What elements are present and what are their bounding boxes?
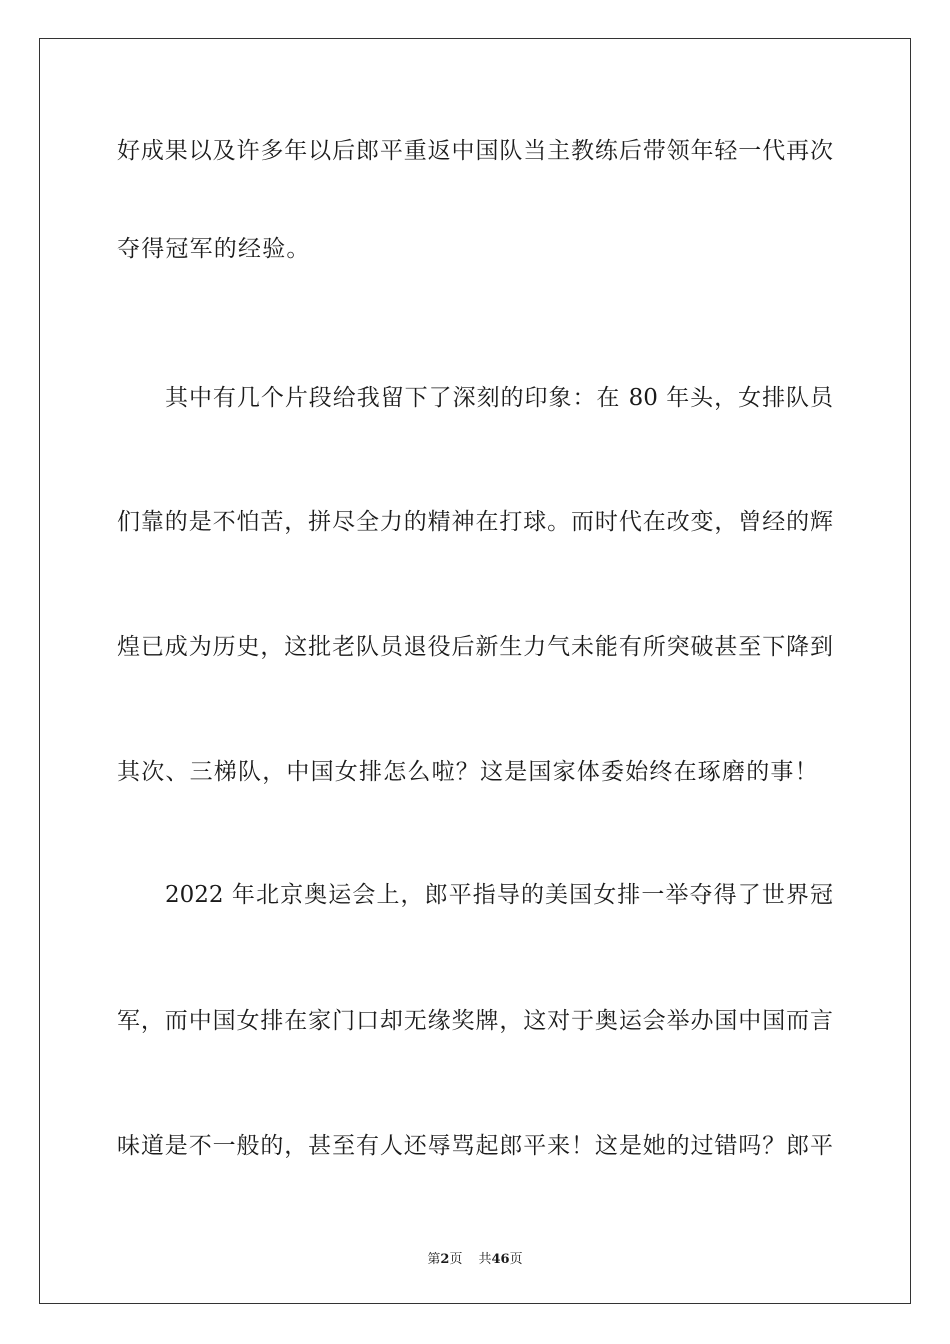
text-line: 们靠的是不怕苦，拼尽全力的精神在打球。而时代在改变，曾经的辉 (117, 509, 833, 535)
text-line: 其次、三梯队，中国女排怎么啦？这是国家体委始终在琢磨的事！ (117, 759, 819, 785)
text-line: 好成果以及许多年以后郎平重返中国队当主教练后带领年轻一代再次 (117, 138, 833, 164)
text-line: 2022 年北京奥运会上，郎平指导的美国女排一举夺得了世界冠 (165, 882, 833, 908)
page-number: 2 (440, 1252, 450, 1267)
page-suffix: 页 (449, 1252, 463, 1267)
total-prefix: 共 (478, 1252, 492, 1267)
page-prefix: 第 (427, 1252, 441, 1267)
text-line: 味道是不一般的，甚至有人还辱骂起郎平来！这是她的过错吗？郎平 (117, 1133, 833, 1159)
page-border (39, 38, 911, 1304)
text-line: 军，而中国女排在家门口却无缘奖牌，这对于奥运会举办国中国而言 (117, 1008, 833, 1034)
text-line: 其中有几个片段给我留下了深刻的印象：在 80 年头，女排队员 (165, 385, 833, 411)
text-line: 夺得冠军的经验。 (117, 236, 311, 262)
text-line: 煌已成为历史，这批老队员退役后新生力气未能有所突破甚至下降到 (117, 634, 833, 660)
total-suffix: 页 (509, 1252, 523, 1267)
page-footer (0, 1248, 950, 1267)
total-pages: 46 (491, 1252, 510, 1267)
